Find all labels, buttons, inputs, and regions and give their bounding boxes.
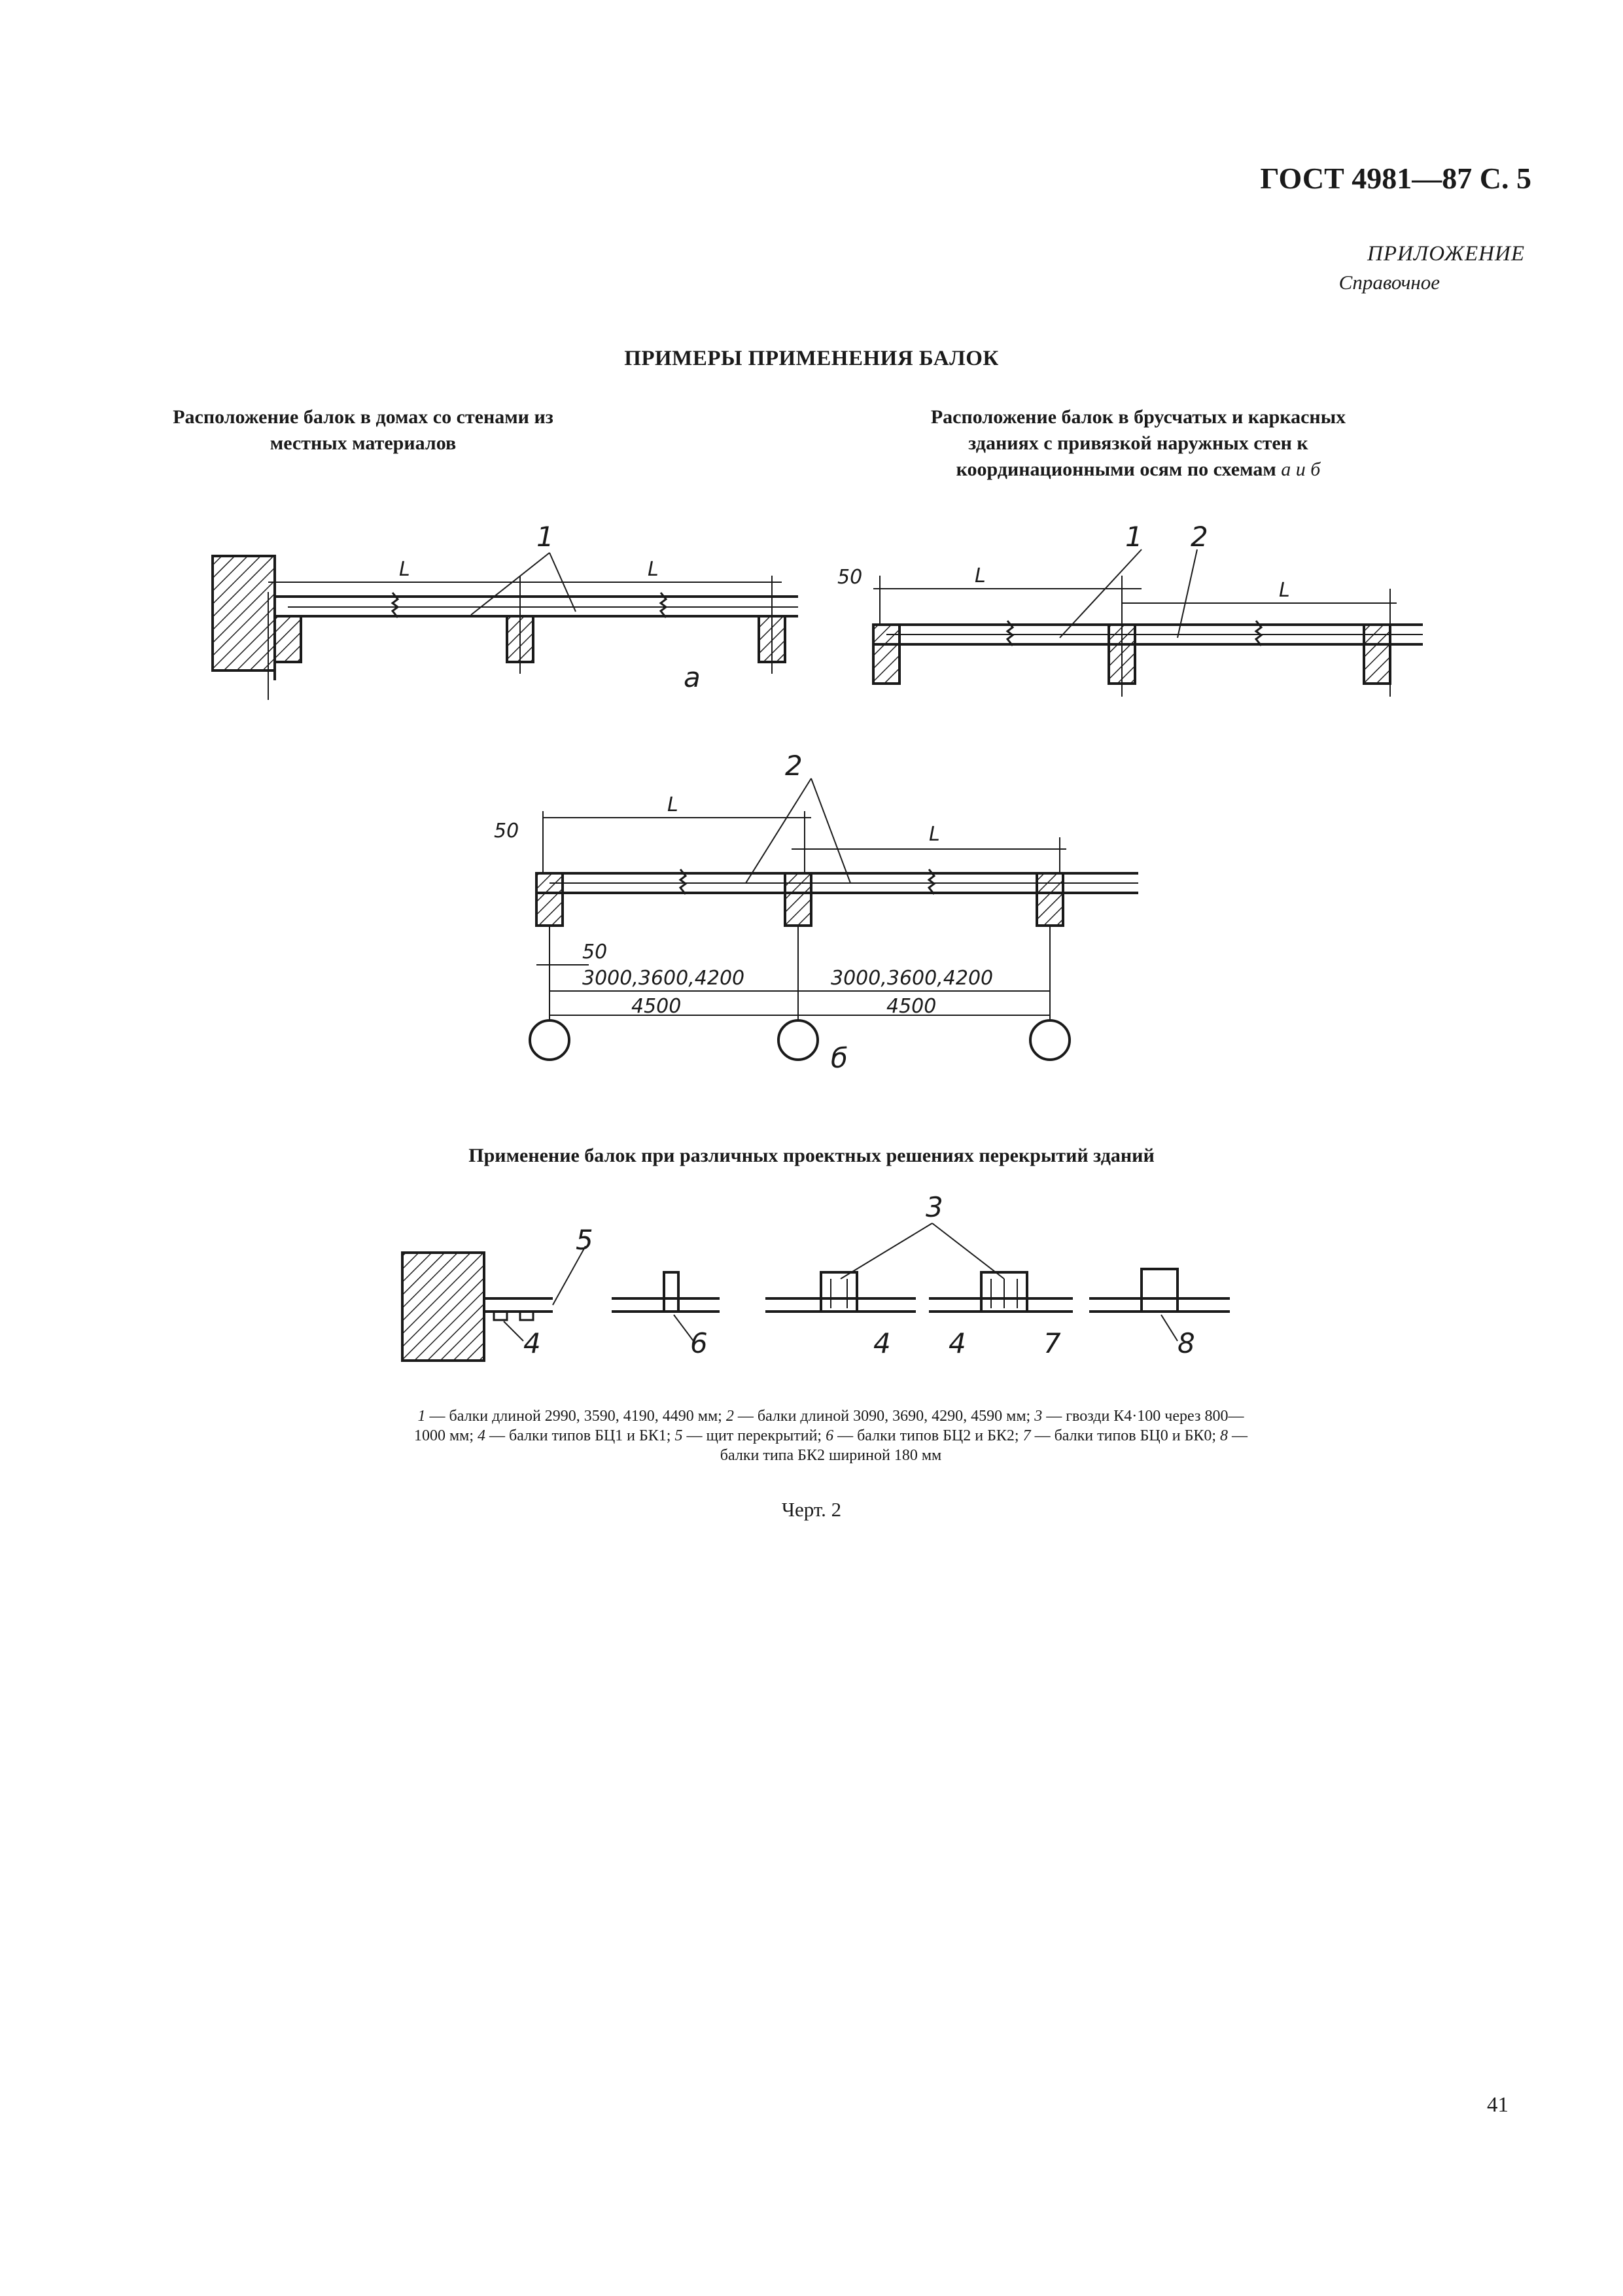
marker-1-left: 1 (536, 521, 554, 553)
legend-text-2: — балки длиной 3090, 3690, 4290, 4590 мм; (733, 1408, 1035, 1425)
marker-4-b: 4 (873, 1327, 891, 1359)
marker-1-right: 1 (1125, 521, 1143, 553)
dim-50-right: 50 (837, 566, 863, 589)
axis-marker-1 (530, 1020, 569, 1060)
legend-n-3: 3 (1034, 1408, 1043, 1425)
marker-2-center: 2 (785, 750, 803, 782)
figure-right-title-line2: зданиях с привязкой наружных стен к (968, 432, 1308, 454)
figure-center-drawing (530, 778, 1138, 1060)
main-title: ПРИМЕРЫ ПРИМЕНЕНИЯ БАЛОК (624, 347, 999, 370)
figure-right-title-line1: Расположение балок в брусчатых и каркасных (930, 406, 1346, 428)
page-number: 41 (1487, 2093, 1509, 2117)
support-left (275, 616, 301, 662)
legend-n-8: 8 (1220, 1427, 1229, 1444)
dim-L-4: L (1279, 579, 1290, 602)
legend-text-3: — гвозди К4·100 через 800—1000 мм; (413, 1408, 1244, 1444)
legend-n-7: 7 (1022, 1427, 1031, 1444)
dim-spans-1: 3000,3600,4200 (582, 967, 745, 990)
support-c2 (785, 873, 811, 926)
legend-n-1: 1 (417, 1408, 426, 1425)
dim-L-2: L (648, 558, 659, 581)
dim-L-1: L (399, 558, 410, 581)
marker-4-c: 4 (949, 1327, 966, 1359)
dim-axis-2: 4500 (886, 995, 937, 1018)
axis-marker-2 (778, 1020, 818, 1060)
dim-L-3: L (975, 565, 986, 587)
legend-text-1: — балки длиной 2990, 3590, 4190, 4490 мм; (425, 1408, 726, 1425)
dim-spans-2: 3000,3600,4200 (831, 967, 994, 990)
dim-L-6: L (929, 823, 940, 846)
scheme-a-label: а (684, 661, 701, 693)
figure-right-title-line3: координационными осям по схемам (956, 459, 1276, 480)
beam-detail-8 (1142, 1269, 1178, 1312)
legend-n-5: 5 (674, 1427, 683, 1444)
legend-text-8: — балки типа БК2 шириной 180 мм (720, 1427, 1248, 1464)
legend-text-6: — балки типов БЦ2 и БК2; (833, 1427, 1023, 1444)
support-c3 (1037, 873, 1063, 926)
section2-title: Применение балок при различных проектных решениях перекрытий зданий (468, 1145, 1155, 1166)
beam-detail-4 (821, 1272, 857, 1312)
axis-marker-3 (1030, 1020, 1070, 1060)
support-r1 (873, 625, 899, 684)
legend-text-4: — балки типов БЦ1 и БК1; (485, 1427, 675, 1444)
dim-50-center: 50 (494, 820, 519, 843)
marker-5: 5 (576, 1224, 593, 1256)
appendix-subtitle: Справочное (1338, 271, 1440, 294)
dim-axis-1: 4500 (631, 995, 682, 1018)
support-r3 (1364, 625, 1390, 684)
figure-left-drawing (213, 553, 798, 700)
marker-2-right: 2 (1191, 521, 1208, 553)
marker-4-a: 4 (523, 1327, 541, 1359)
figure-right-title-schemes: а и б (1281, 459, 1321, 480)
wall-hatch-left (213, 556, 275, 670)
document-header: ГОСТ 4981—87 С. 5 (1260, 162, 1531, 195)
marker-3: 3 (926, 1191, 943, 1223)
wall-detail (402, 1253, 484, 1361)
figure-right-drawing (873, 549, 1423, 697)
support-c1 (536, 873, 563, 926)
legend-text-5: — щит перекрытий; (682, 1427, 826, 1444)
marker-6: 6 (690, 1327, 708, 1359)
legend-text-7: — балки типов БЦ0 и БК0; (1030, 1427, 1221, 1444)
figure-left-title-line1: Расположение балок в домах со стенами из (173, 406, 553, 428)
legend-n-6: 6 (826, 1427, 834, 1444)
marker-7: 7 (1043, 1327, 1061, 1359)
figure-caption: Черт. 2 (781, 1498, 842, 1521)
legend-n-4: 4 (478, 1427, 485, 1444)
scheme-b-label: б (831, 1042, 848, 1074)
figure-left-title-line2: местных материалов (270, 432, 457, 454)
dim-L-5: L (667, 793, 678, 816)
dim-50-lower: 50 (582, 941, 608, 964)
legend-n-2: 2 (725, 1408, 734, 1425)
marker-8: 8 (1178, 1327, 1195, 1359)
appendix-label: ПРИЛОЖЕНИЕ (1367, 242, 1525, 266)
beam-detail-6 (664, 1272, 678, 1312)
